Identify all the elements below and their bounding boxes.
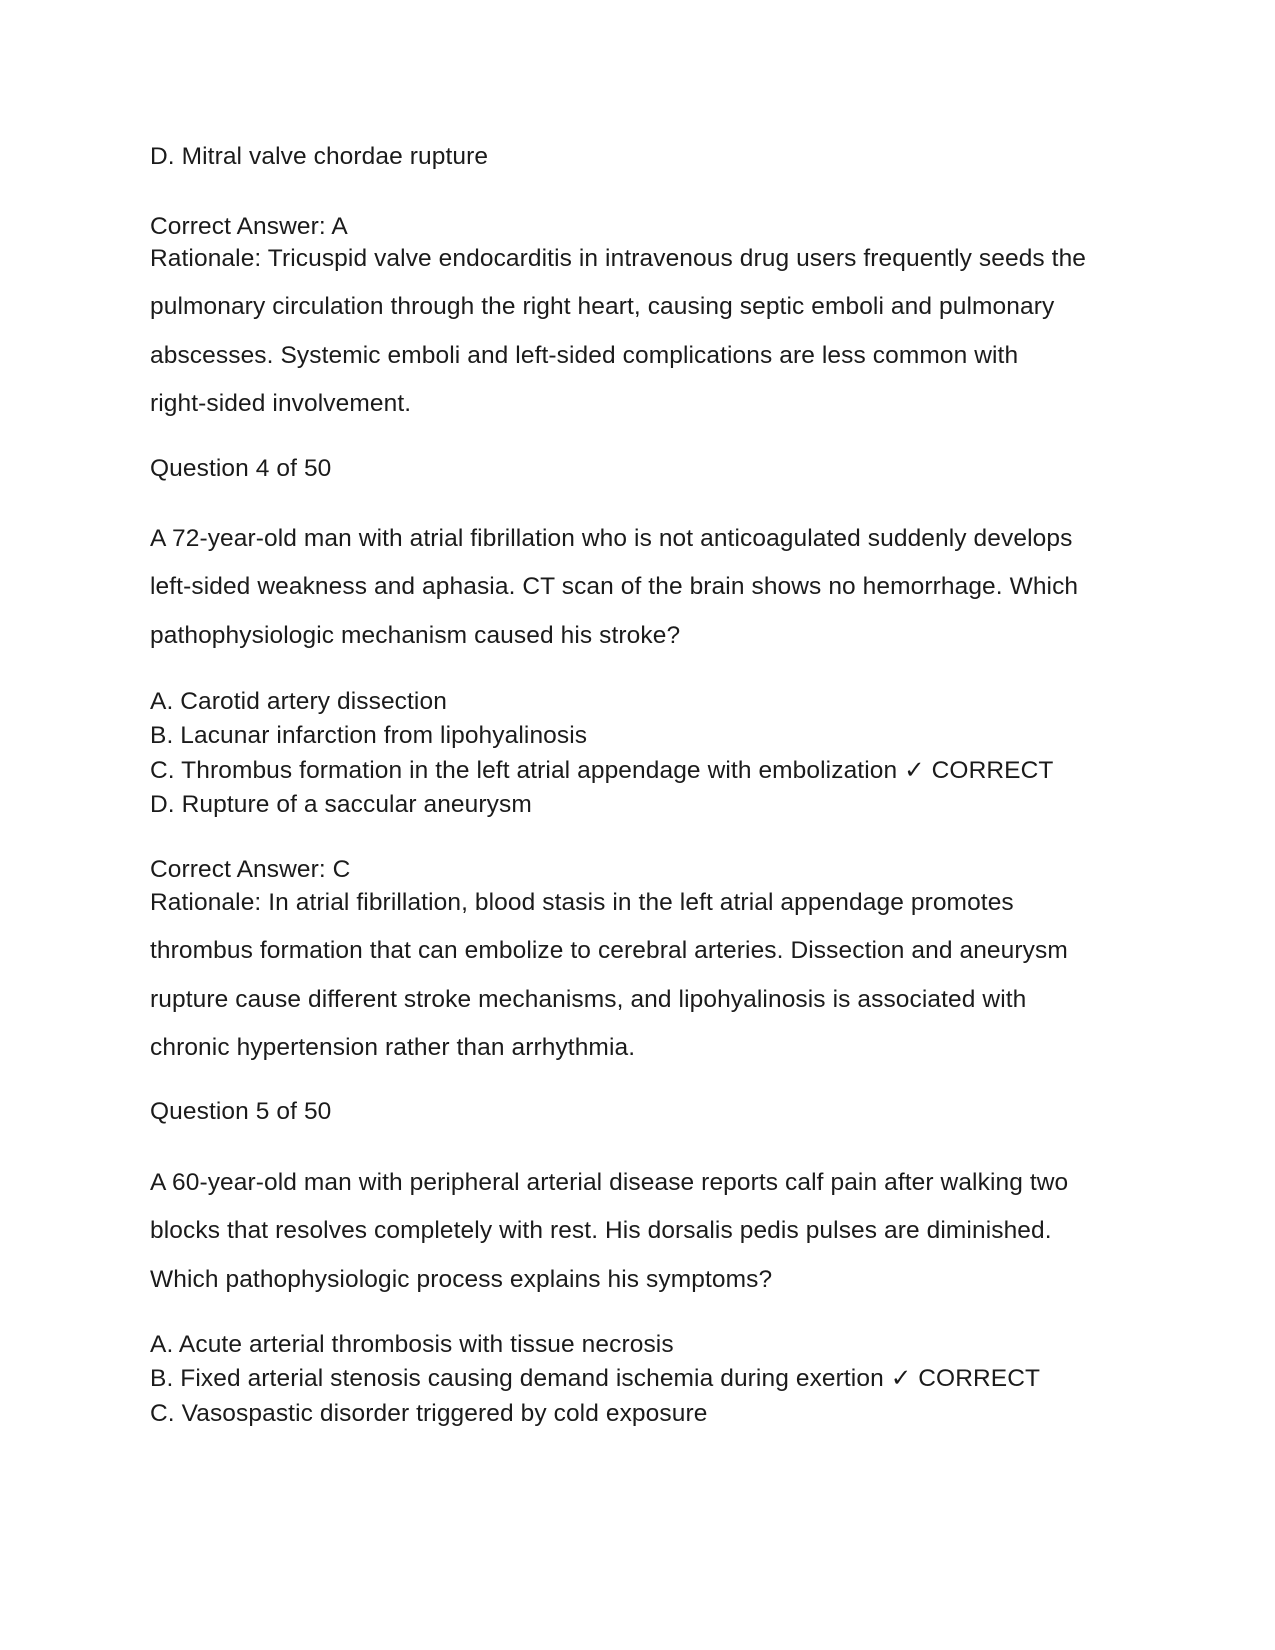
- answer-option: C. Vasospastic disorder triggered by cold exposure: [150, 1399, 708, 1427]
- answer-option: A. Carotid artery dissection: [150, 688, 447, 715]
- answer-option: D. Rupture of a saccular aneurysm: [150, 790, 532, 818]
- answer-option-correct: B. Fixed arterial stenosis causing demand ischemia during exertion ✓ CORRECT: [150, 1365, 1041, 1393]
- answer-options-q4: [150, 685, 1150, 822]
- question-header-4: Question 4 of 50: [150, 455, 332, 482]
- rationale-line: chronic hypertension rather than arrhythmia.: [150, 1034, 636, 1062]
- answer-option: A. Acute arterial thrombosis with tissue necrosis: [150, 1331, 674, 1358]
- rationale-line: thrombus formation that can embolize to cerebral arteries. Dissection and aneurysm: [150, 937, 1068, 965]
- rationale-line: Rationale: Tricuspid valve endocarditis in intravenous drug users frequently seeds the: [150, 245, 1087, 272]
- answer-option: B. Lacunar infarction from lipohyalinosis: [150, 722, 588, 750]
- stem-line: Which pathophysiologic process explains his symptoms?: [150, 1265, 773, 1293]
- rationale-line: rupture cause different stroke mechanisms, and lipohyalinosis is associated with: [150, 985, 1027, 1013]
- stem-line: blocks that resolves completely with rest. His dorsalis pedis pulses are diminished.: [150, 1217, 1052, 1245]
- stem-line: A 72-year-old man with atrial fibrillation who is not anticoagulated suddenly develops: [150, 525, 1073, 552]
- question-header-5: Question 5 of 50: [150, 1098, 332, 1125]
- answer-option-correct: C. Thrombus formation in the left atrial appendage with embolization ✓ CORRECT: [150, 756, 1054, 784]
- correct-answer-q4: Correct Answer: C: [150, 856, 351, 883]
- answer-options-q5: [150, 1328, 1150, 1431]
- rationale-line: abscesses. Systemic emboli and left-sided complications are less common with: [150, 341, 1019, 369]
- correct-answer-q3: Correct Answer: A: [150, 213, 348, 240]
- question-stem-4: [150, 515, 1150, 660]
- rationale-q3: [150, 235, 1150, 429]
- rationale-q4: [150, 879, 1150, 1073]
- rationale-line: Rationale: In atrial fibrillation, blood stasis in the left atrial appendage promotes: [150, 889, 1014, 916]
- rationale-line: pulmonary circulation through the right heart, causing septic emboli and pulmonary: [150, 293, 1055, 321]
- stem-line: pathophysiologic mechanism caused his stroke?: [150, 621, 681, 649]
- stem-line: A 60-year-old man with peripheral arterial disease reports calf pain after walking two: [150, 1169, 1069, 1196]
- answer-option-d: D. Mitral valve chordae rupture: [150, 143, 489, 170]
- question-stem-5: [150, 1159, 1150, 1304]
- rationale-line: right-sided involvement.: [150, 390, 412, 418]
- stem-line: left-sided weakness and aphasia. CT scan of the brain shows no hemorrhage. Which: [150, 573, 1079, 601]
